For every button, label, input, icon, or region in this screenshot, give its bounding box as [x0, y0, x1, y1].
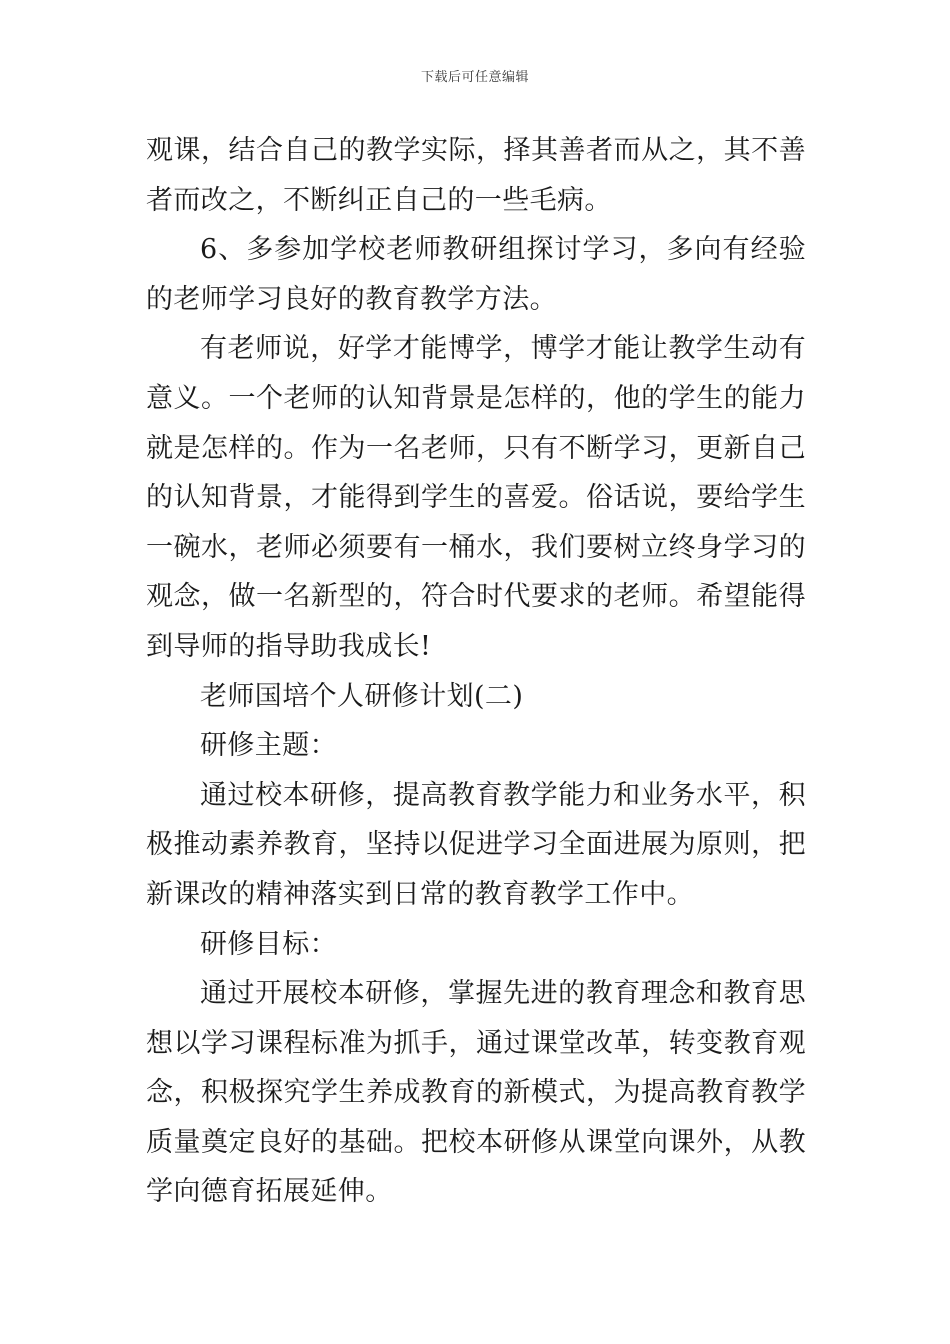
paragraph-continuation: 观课，结合自己的教学实际，择其善者而从之，其不善者而改之，不断纠正自己的一些毛病。 — [146, 135, 806, 216]
document-body — [146, 126, 806, 1217]
paragraph-reflection: 有老师说，好学才能博学，博学才能让教学生动有意义。一个老师的认知背景是怎样的，他的学生的能力就是怎样的。作为一名老师，只有不断学习，更新自己的认知背景，才能得到学生的喜爱。俗话说，要给学生一碗水，老师必须要有一桶水，我们要树立终身学习的观念，做一名新型的，符合时代要求的老师。希望能得到导师的指导助我成长! — [146, 333, 806, 662]
paragraph-goals: 通过开展校本研修，掌握先进的教育理念和教育思想以学习课程标准为抓手，通过课堂改革，转变教育观念，积极探究学生养成教育的新模式，为提高教育教学质量奠定良好的基础。把校本研修从课堂向课外，从教学向德育拓展延伸。 — [146, 978, 806, 1208]
subheading-goals: 研修目标： — [200, 928, 337, 960]
section-title: 老师国培个人研修计划(二) — [200, 680, 524, 712]
paragraph-item-6: 6、多参加学校老师教研组探讨学习，多向有经验的老师学习良好的教育教学方法。 — [146, 234, 806, 315]
subheading-theme: 研修主题： — [200, 730, 337, 762]
page-header: 下载后可任意编辑 — [420, 70, 529, 85]
paragraph-theme: 通过校本研修，提高教育教学能力和业务水平，积极推动素养教育，坚持以促进学习全面进展为原则，把新课改的精神落实到日常的教育教学工作中。 — [146, 779, 806, 910]
